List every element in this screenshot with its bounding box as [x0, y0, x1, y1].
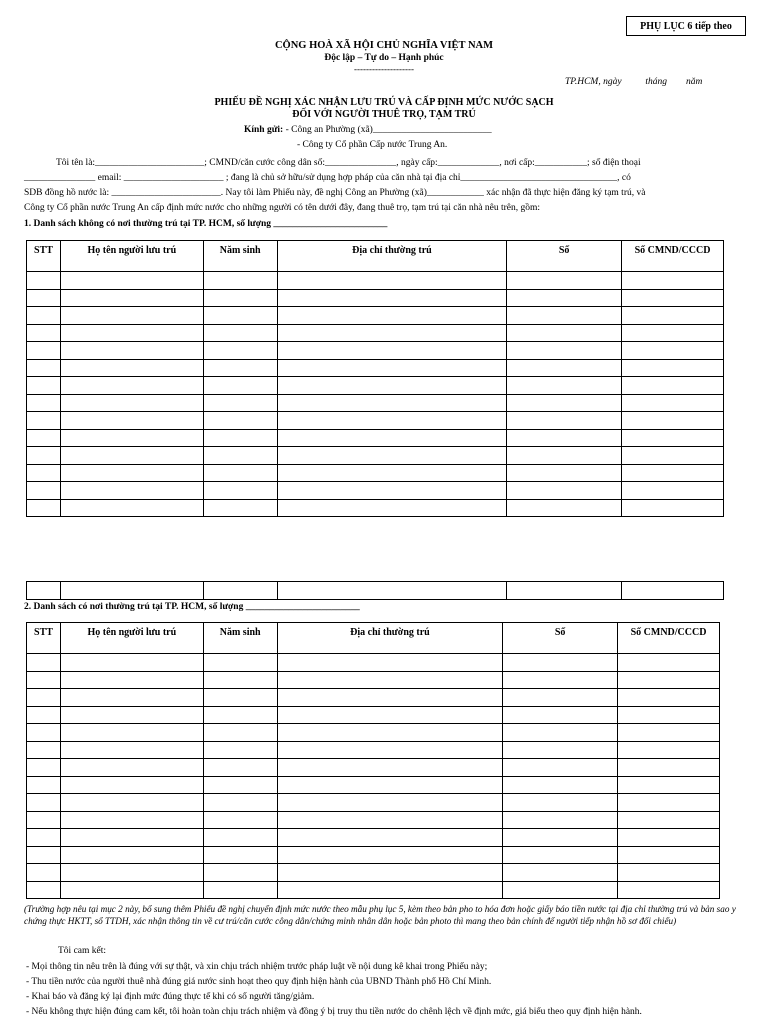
- table-cell[interactable]: [622, 324, 724, 342]
- table-cell[interactable]: [203, 759, 277, 777]
- body-line-3: SDB đồng hồ nước là: _______________________. Nay tôi làm Phiếu này, đề nghị Công an Phường (xã)____________ xác nhận đã thực hiện đăng ký tạm trú, và: [24, 188, 646, 198]
- table-cell[interactable]: [60, 307, 203, 325]
- table-cell[interactable]: [507, 482, 622, 500]
- table-cell[interactable]: [203, 689, 277, 707]
- table-cell[interactable]: [618, 776, 720, 794]
- table-row: [27, 759, 720, 777]
- table-cell[interactable]: [277, 499, 507, 517]
- table-cell[interactable]: [277, 464, 507, 482]
- table-cell[interactable]: [277, 482, 507, 500]
- col-stt: STT: [27, 241, 61, 272]
- table-cell[interactable]: [277, 377, 507, 395]
- table-cell[interactable]: [27, 447, 61, 465]
- table-cell[interactable]: [503, 741, 618, 759]
- table-cell[interactable]: [618, 741, 720, 759]
- commitment-item-4: - Nếu không thực hiện đúng cam kết, tôi hoàn toàn chịu trách nhiệm và đồng ý bị truy thu tiền nước do chênh lệch về định mức, giá biểu theo quy định hiện hành.: [26, 1007, 642, 1017]
- table-cell[interactable]: [503, 776, 618, 794]
- table-cell[interactable]: [203, 324, 277, 342]
- table-row: [27, 429, 724, 447]
- table-cell[interactable]: [27, 482, 61, 500]
- table-cell[interactable]: [27, 706, 61, 724]
- table-row: [27, 846, 720, 864]
- recipient-water-company: - Công ty Cổ phần Cấp nước Trung An.: [297, 140, 448, 150]
- table-cell[interactable]: [503, 759, 618, 777]
- table-cell[interactable]: [203, 864, 277, 882]
- commitment-intro: Tôi cam kết:: [58, 946, 107, 956]
- table-cell[interactable]: [622, 377, 724, 395]
- table-cell[interactable]: [60, 811, 203, 829]
- table-cell[interactable]: [277, 307, 507, 325]
- table-row: [27, 307, 724, 325]
- body-line-1: Tôi tên là:_______________________; CMND/căn cước công dân số:_______________, ngày cấp:_____________, nơi cấp:___________; số điện thoại: [56, 158, 641, 168]
- table-cell[interactable]: [507, 582, 622, 600]
- col-address: Địa chỉ thường trú: [277, 623, 503, 654]
- table-cell[interactable]: [27, 811, 61, 829]
- table-cell[interactable]: [277, 342, 507, 360]
- table-section1-continued: [26, 581, 724, 600]
- table-cell[interactable]: [60, 359, 203, 377]
- table-cell[interactable]: [277, 671, 503, 689]
- place-date: TP.HCM, ngày tháng năm: [565, 77, 703, 87]
- table-cell[interactable]: [277, 272, 507, 290]
- table-cell[interactable]: [277, 776, 503, 794]
- table-cell[interactable]: [622, 342, 724, 360]
- table-cell[interactable]: [27, 377, 61, 395]
- table-cell[interactable]: [27, 829, 61, 847]
- table-cell[interactable]: [27, 759, 61, 777]
- table-cell[interactable]: [618, 724, 720, 742]
- table-cell[interactable]: [60, 794, 203, 812]
- table-cell[interactable]: [622, 447, 724, 465]
- table-cell[interactable]: [60, 689, 203, 707]
- col-id-number: Số CMND/CCCD: [618, 623, 720, 654]
- table-cell[interactable]: [203, 671, 277, 689]
- col-name: Họ tên người lưu trú: [60, 241, 203, 272]
- table-header-row: [27, 623, 720, 654]
- table-cell[interactable]: [507, 324, 622, 342]
- table-cell[interactable]: [203, 429, 277, 447]
- table-row: [27, 582, 724, 600]
- section1-title: 1. Danh sách không có nơi thường trú tại TP. HCM, số lượng ________________________: [24, 219, 388, 229]
- table-cell[interactable]: [60, 671, 203, 689]
- table-cell[interactable]: [27, 307, 61, 325]
- recipients-label: Kính gửi:: [244, 125, 284, 135]
- table-row: [27, 412, 724, 430]
- table-cell[interactable]: [507, 394, 622, 412]
- table-cell[interactable]: [60, 429, 203, 447]
- table-row: [27, 342, 724, 360]
- table-cell[interactable]: [507, 289, 622, 307]
- table-cell[interactable]: [277, 759, 503, 777]
- table-row: [27, 482, 724, 500]
- table-row: [27, 811, 720, 829]
- table-cell[interactable]: [503, 829, 618, 847]
- table-row: [27, 689, 720, 707]
- body-line-2: _______________ email: _____________________ ; đang là chủ sở hữu/sử dụng hợp pháp của căn nhà tại địa chỉ_________________________________, có: [24, 173, 631, 183]
- table-cell[interactable]: [277, 706, 503, 724]
- table-row: [27, 724, 720, 742]
- table-cell[interactable]: [60, 324, 203, 342]
- table-cell[interactable]: [27, 289, 61, 307]
- recipient-police: - Công an Phường (xã)_________________________: [285, 125, 492, 135]
- table-cell[interactable]: [622, 582, 724, 600]
- table-cell[interactable]: [507, 307, 622, 325]
- table-cell[interactable]: [203, 881, 277, 899]
- table-cell[interactable]: [277, 864, 503, 882]
- table-section1: [26, 240, 724, 517]
- table-cell[interactable]: [622, 394, 724, 412]
- table-cell[interactable]: [622, 289, 724, 307]
- section2-title: 2. Danh sách có nơi thường trú tại TP. HCM, số lượng ________________________: [24, 602, 360, 612]
- table-cell[interactable]: [507, 272, 622, 290]
- table-cell[interactable]: [622, 412, 724, 430]
- col-stt: STT: [27, 623, 61, 654]
- table-row: [27, 741, 720, 759]
- table-cell[interactable]: [277, 582, 507, 600]
- table-cell[interactable]: [27, 794, 61, 812]
- table-cell[interactable]: [503, 846, 618, 864]
- table-cell[interactable]: [618, 671, 720, 689]
- table-cell[interactable]: [622, 307, 724, 325]
- table-cell[interactable]: [277, 881, 503, 899]
- table-cell[interactable]: [60, 881, 203, 899]
- table-cell[interactable]: [618, 811, 720, 829]
- table-cell[interactable]: [60, 272, 203, 290]
- table-cell[interactable]: [60, 724, 203, 742]
- table-cell[interactable]: [503, 794, 618, 812]
- table-row: [27, 654, 720, 672]
- table-cell[interactable]: [203, 794, 277, 812]
- table-cell[interactable]: [203, 482, 277, 500]
- table-cell[interactable]: [618, 846, 720, 864]
- table-row: [27, 377, 724, 395]
- table-cell[interactable]: [27, 741, 61, 759]
- table-row: [27, 829, 720, 847]
- table-cell[interactable]: [27, 429, 61, 447]
- table-cell[interactable]: [503, 724, 618, 742]
- table-cell[interactable]: [618, 759, 720, 777]
- commitment-item-2: - Thu tiền nước của người thuê nhà đúng giá nước sinh hoạt theo quy định hiện hành của UBND Thành phố Hồ Chí Minh.: [26, 977, 492, 987]
- table-cell[interactable]: [277, 289, 507, 307]
- table-cell[interactable]: [622, 464, 724, 482]
- table-row: [27, 794, 720, 812]
- table-cell[interactable]: [203, 447, 277, 465]
- header-divider: --------------------: [354, 64, 414, 74]
- col-number: Số: [503, 623, 618, 654]
- table-cell[interactable]: [203, 464, 277, 482]
- col-birth-year: Năm sinh: [203, 623, 277, 654]
- table-cell[interactable]: [203, 499, 277, 517]
- table-cell[interactable]: [27, 671, 61, 689]
- table-cell[interactable]: [27, 272, 61, 290]
- table-cell[interactable]: [277, 846, 503, 864]
- table-cell[interactable]: [203, 706, 277, 724]
- table-cell[interactable]: [203, 724, 277, 742]
- table-cell[interactable]: [203, 412, 277, 430]
- table-cell[interactable]: [622, 272, 724, 290]
- table-cell[interactable]: [203, 307, 277, 325]
- table-cell[interactable]: [203, 359, 277, 377]
- table-cell[interactable]: [507, 412, 622, 430]
- table-cell[interactable]: [27, 654, 61, 672]
- table-cell[interactable]: [60, 377, 203, 395]
- table-cell[interactable]: [507, 447, 622, 465]
- body-line-4: Công ty Cổ phần nước Trung An cấp định mức nước cho những người có tên dưới đây, đang thuê trọ, tạm trú tại căn nhà nêu trên, gồm:: [24, 203, 541, 213]
- table-cell[interactable]: [27, 324, 61, 342]
- table-row: [27, 706, 720, 724]
- table-row: [27, 359, 724, 377]
- table-cell[interactable]: [618, 864, 720, 882]
- table-cell[interactable]: [618, 689, 720, 707]
- col-name: Họ tên người lưu trú: [60, 623, 203, 654]
- table-section2: [26, 622, 720, 899]
- table-cell[interactable]: [618, 829, 720, 847]
- table-cell[interactable]: [27, 359, 61, 377]
- table-cell[interactable]: [60, 864, 203, 882]
- table-cell[interactable]: [27, 412, 61, 430]
- table-cell[interactable]: [27, 864, 61, 882]
- commitment-item-1: - Mọi thông tin nêu trên là đúng với sự thật, và xin chịu trách nhiệm trước pháp luật về nội dung kê khai trong Phiếu này;: [26, 962, 488, 972]
- table-cell[interactable]: [277, 811, 503, 829]
- table-cell[interactable]: [60, 482, 203, 500]
- table-cell[interactable]: [277, 689, 503, 707]
- table-cell[interactable]: [618, 881, 720, 899]
- table-cell[interactable]: [27, 394, 61, 412]
- table-cell[interactable]: [203, 846, 277, 864]
- table-cell[interactable]: [27, 881, 61, 899]
- table-cell[interactable]: [622, 429, 724, 447]
- table-cell[interactable]: [618, 794, 720, 812]
- table-cell[interactable]: [60, 846, 203, 864]
- table-cell[interactable]: [277, 412, 507, 430]
- col-birth-year: Năm sinh: [203, 241, 277, 272]
- table-cell[interactable]: [60, 829, 203, 847]
- commitment-item-3: - Khai báo và đăng ký lại định mức đúng thực tế khi có số người tăng/giảm.: [26, 992, 315, 1002]
- table-cell[interactable]: [27, 499, 61, 517]
- table-cell[interactable]: [203, 654, 277, 672]
- table-cell[interactable]: [203, 342, 277, 360]
- table-cell[interactable]: [203, 829, 277, 847]
- form-title-line1: PHIẾU ĐỀ NGHỊ XÁC NHẬN LƯU TRÚ VÀ CẤP ĐỊNH MỨC NƯỚC SẠCH: [214, 97, 554, 108]
- table-cell[interactable]: [60, 582, 203, 600]
- table-cell[interactable]: [507, 342, 622, 360]
- table-cell[interactable]: [60, 394, 203, 412]
- table-cell[interactable]: [507, 464, 622, 482]
- table-row: [27, 447, 724, 465]
- col-number: Số: [507, 241, 622, 272]
- table-cell[interactable]: [507, 359, 622, 377]
- table-cell[interactable]: [60, 654, 203, 672]
- table-cell[interactable]: [277, 829, 503, 847]
- table-cell[interactable]: [203, 289, 277, 307]
- table-cell[interactable]: [60, 289, 203, 307]
- col-address: Địa chỉ thường trú: [277, 241, 507, 272]
- table-cell[interactable]: [60, 447, 203, 465]
- col-id-number: Số CMND/CCCD: [622, 241, 724, 272]
- table-cell[interactable]: [60, 759, 203, 777]
- table-row: [27, 272, 724, 290]
- note-section2: (Trường hợp nêu tại mục 2 này, bổ sung thêm Phiếu đề nghị chuyển định mức nước theo mẫu phụ lục 5, kèm theo bản pho to hóa đơn hoặc giấy báo tiền nước tại địa chỉ thường trú và bản sao y chứng thực HKTT, sổ TTDH, xác nhận thông tin về cư trú/căn cước công dân/chứng minh nhân dân hoặc bản photo thì mang theo bản chính để người tiếp nhận hồ sơ đối chiếu): [24, 904, 736, 926]
- table-cell[interactable]: [622, 359, 724, 377]
- table-cell[interactable]: [277, 724, 503, 742]
- table-cell[interactable]: [503, 654, 618, 672]
- table-cell[interactable]: [507, 377, 622, 395]
- table-row: [27, 671, 720, 689]
- table-cell[interactable]: [503, 671, 618, 689]
- table-cell[interactable]: [27, 846, 61, 864]
- table-cell[interactable]: [27, 464, 61, 482]
- country-heading: CỘNG HOÀ XÃ HỘI CHỦ NGHĨA VIỆT NAM: [274, 40, 494, 51]
- table-row: [27, 499, 724, 517]
- table-cell[interactable]: [618, 654, 720, 672]
- table-cell[interactable]: [203, 377, 277, 395]
- table-cell[interactable]: [60, 706, 203, 724]
- table-row: [27, 864, 720, 882]
- table-row: [27, 881, 720, 899]
- table-cell[interactable]: [622, 499, 724, 517]
- table-cell[interactable]: [507, 499, 622, 517]
- table-cell[interactable]: [203, 582, 277, 600]
- table-cell[interactable]: [277, 794, 503, 812]
- table-cell[interactable]: [60, 342, 203, 360]
- table-cell[interactable]: [203, 811, 277, 829]
- table-cell[interactable]: [60, 499, 203, 517]
- recipients: [244, 125, 492, 135]
- motto: Độc lập – Tự do – Hạnh phúc: [324, 53, 444, 63]
- table-cell[interactable]: [203, 272, 277, 290]
- table-cell[interactable]: [203, 394, 277, 412]
- table-cell[interactable]: [203, 776, 277, 794]
- table-cell[interactable]: [277, 429, 507, 447]
- table-cell[interactable]: [503, 689, 618, 707]
- table-cell[interactable]: [277, 447, 507, 465]
- table-cell[interactable]: [507, 429, 622, 447]
- table-cell[interactable]: [503, 706, 618, 724]
- table-cell[interactable]: [503, 881, 618, 899]
- table-row: [27, 394, 724, 412]
- table-cell[interactable]: [277, 359, 507, 377]
- table-cell[interactable]: [27, 689, 61, 707]
- table-row: [27, 776, 720, 794]
- table-row: [27, 464, 724, 482]
- table-cell[interactable]: [27, 776, 61, 794]
- table-cell[interactable]: [277, 654, 503, 672]
- table-cell[interactable]: [60, 412, 203, 430]
- table-cell[interactable]: [203, 741, 277, 759]
- table-cell[interactable]: [277, 324, 507, 342]
- table-header-row: [27, 241, 724, 272]
- table-row: [27, 289, 724, 307]
- appendix-label: PHỤ LỤC 6 tiếp theo: [626, 16, 746, 36]
- table-cell[interactable]: [60, 741, 203, 759]
- table-cell[interactable]: [277, 394, 507, 412]
- table-cell[interactable]: [622, 482, 724, 500]
- table-cell[interactable]: [618, 706, 720, 724]
- form-title-line2: ĐỐI VỚI NGƯỜI THUÊ TRỌ, TẠM TRÚ: [292, 109, 476, 120]
- table-row: [27, 324, 724, 342]
- table-cell[interactable]: [60, 776, 203, 794]
- table-cell[interactable]: [277, 741, 503, 759]
- table-cell[interactable]: [27, 582, 61, 600]
- table-cell[interactable]: [503, 864, 618, 882]
- table-cell[interactable]: [60, 464, 203, 482]
- table-cell[interactable]: [503, 811, 618, 829]
- table-cell[interactable]: [27, 724, 61, 742]
- table-cell[interactable]: [27, 342, 61, 360]
